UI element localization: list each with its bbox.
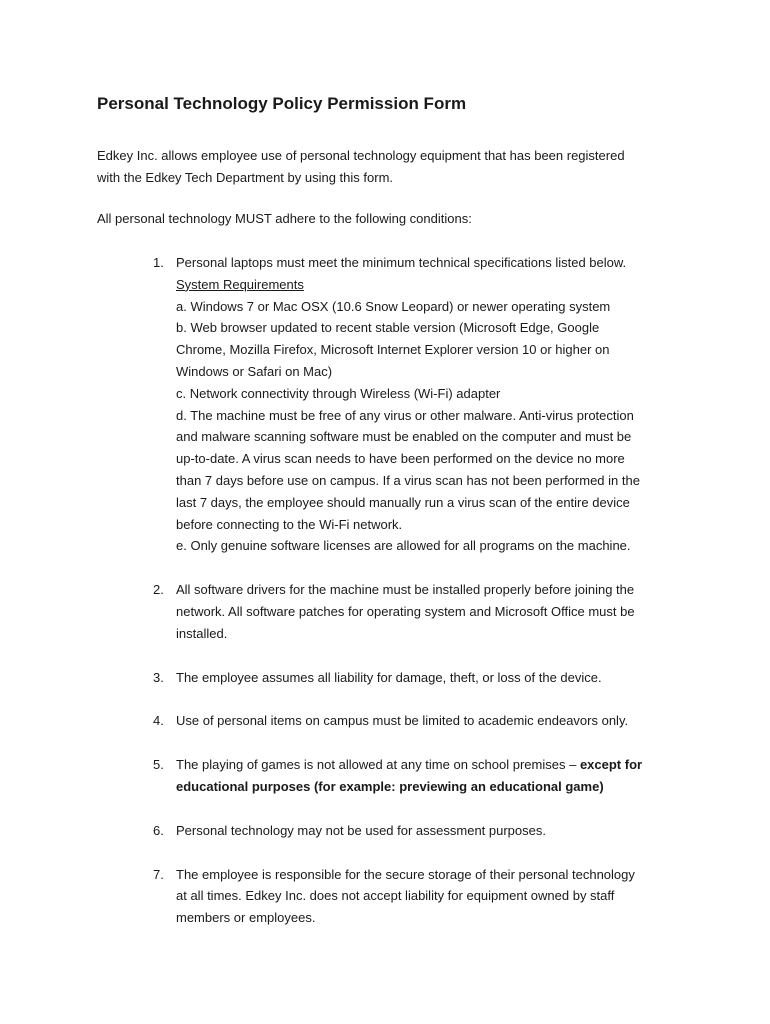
item-text: The employee is responsible for the secure storage of their personal technology [176, 866, 635, 882]
list-item [150, 579, 680, 644]
conditions-list [150, 252, 680, 951]
intro-line: Edkey Inc. allows employee use of personal technology equipment that has been registered [97, 148, 625, 163]
item-number: 4. [153, 713, 164, 729]
conditions-lead: All personal technology MUST adhere to the following conditions: [97, 211, 472, 226]
item-text: The playing of games is not allowed at any time on school premises – [176, 757, 580, 773]
item-text: members or employees. [176, 910, 316, 926]
requirement-line: up-to-date. A virus scan needs to have been performed on the device no more [176, 451, 625, 467]
requirement-line: d. The machine must be free of any virus or other malware. Anti-virus protection [176, 407, 634, 423]
item-text: Personal laptops must meet the minimum technical specifications listed below. [176, 255, 627, 270]
list-item [150, 754, 680, 798]
page-title: Personal Technology Policy Permission Form [97, 94, 467, 113]
requirement-line: Chrome, Mozilla Firefox, Microsoft Internet Explorer version 10 or higher on [176, 342, 610, 358]
requirement-line: before connecting to the Wi-Fi network. [176, 516, 403, 532]
item-text: Use of personal items on campus must be limited to academic endeavors only. [176, 713, 629, 729]
list-item [150, 252, 680, 557]
item-text: installed. [176, 625, 228, 641]
list-item [150, 820, 680, 842]
item-number: 3. [153, 669, 164, 685]
requirement-line: than 7 days before use on campus. If a virus scan has not been performed in the [176, 472, 640, 488]
item-number: 5. [153, 757, 164, 773]
requirement-line: Windows or Safari on Mac) [176, 363, 333, 379]
item-number: 2. [153, 582, 164, 598]
requirement-line: c. Network connectivity through Wireless (Wi-Fi) adapter [176, 385, 501, 401]
requirement-line: e. Only genuine software licenses are allowed for all programs on the machine. [176, 538, 631, 554]
item-text: Personal technology may not be used for assessment purposes. [176, 822, 546, 838]
list-item [150, 667, 680, 689]
intro-paragraph [97, 145, 677, 188]
item-number: 6. [153, 822, 164, 838]
item-emphasis: except for [579, 757, 643, 773]
item-number: 1. [153, 255, 164, 270]
item-text: network. All software patches for operating system and Microsoft Office must be [176, 603, 635, 619]
list-item [150, 710, 680, 732]
item-text-line [176, 754, 680, 776]
item-text: The employee assumes all liability for damage, theft, or loss of the device. [176, 669, 602, 685]
list-item [150, 864, 680, 929]
item-text: at all times. Edkey Inc. does not accept liability for equipment owned by staff [176, 888, 615, 904]
system-requirements-heading: System Requirements [176, 276, 304, 292]
intro-line: with the Edkey Tech Department by using this form. [97, 169, 394, 185]
requirement-line: a. Windows 7 or Mac OSX (10.6 Snow Leopard) or newer operating system [176, 298, 611, 314]
requirement-line: last 7 days, the employee should manually run a virus scan of the entire device [176, 494, 630, 510]
item-number: 7. [153, 866, 164, 882]
item-emphasis: educational purposes (for example: previewing an educational game) [176, 778, 604, 794]
requirement-line: and malware scanning software must be enabled on the computer and must be [176, 429, 632, 445]
requirement-line: b. Web browser updated to recent stable version (Microsoft Edge, Google [176, 320, 600, 336]
item-text: All software drivers for the machine must be installed properly before joining the [176, 582, 635, 598]
